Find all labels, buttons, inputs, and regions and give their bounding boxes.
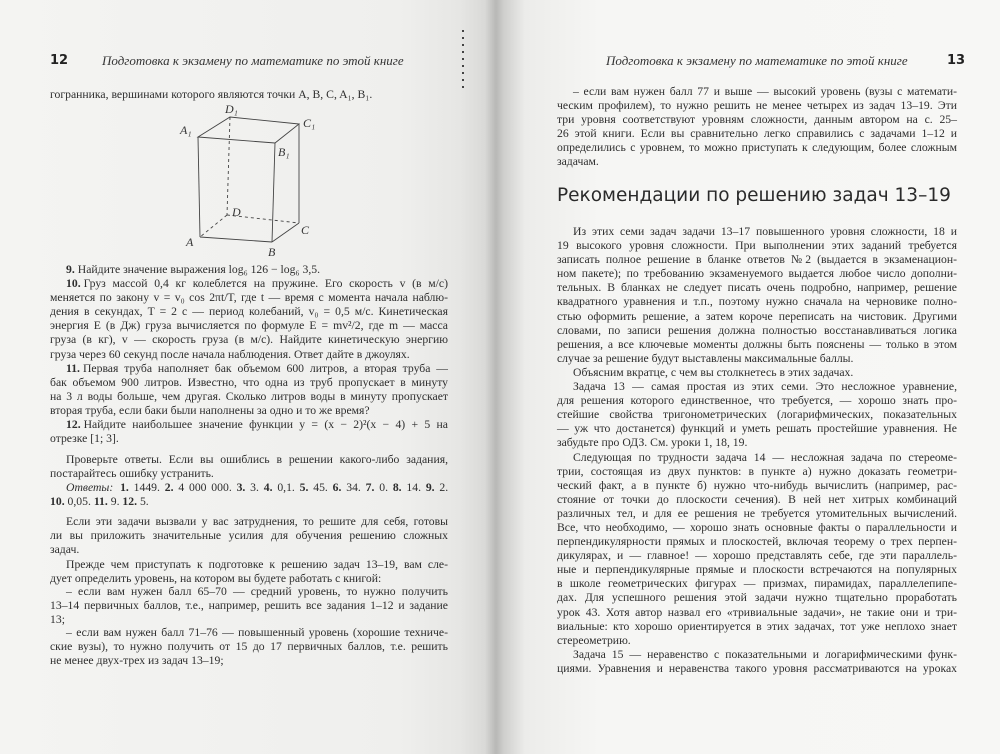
text-line: на 3 л воды больше, чем другая. Сколько литров воды в минуту пропускает	[50, 389, 448, 403]
text-line: стейшие свойства тригонометрических (логарифмических, показательных	[557, 408, 957, 422]
text-line: груза через 60 секунд после начала наблюдения. Ответ дайте в джоулях.	[50, 347, 410, 361]
text-line: забудьте про ОДЗ. См. уроки 1, 18, 19.	[557, 436, 748, 450]
right-page	[505, 0, 1000, 754]
task-text: Найдите значение выражения log₆ 126 − log₆ 3,5.	[77, 263, 321, 276]
level-65-paragraph	[50, 585, 448, 627]
text-line: не менее двух-трех из задач 13–19;	[50, 654, 224, 668]
text-line: энергия E (в Дж) груза вычисляется по формуле E = mv²/2, где m — масса	[50, 319, 448, 333]
paragraph	[557, 451, 957, 648]
paragraph	[557, 648, 957, 676]
text-line: решения, а все ключевые моменты должны быть пояснены — только в этом	[557, 337, 957, 351]
text-line: перпендикулярности прямых и плоскостей, включая теорему о трех перпен-	[557, 535, 957, 549]
text-line: 13–14 первичных баллов, т.е., например, решить все задания 1–12 и задание	[50, 599, 448, 613]
answer-value: 14.	[406, 481, 421, 494]
text-line: дует определить уровень, на котором вы будете работать с книгой:	[50, 572, 382, 586]
answer-value: 45.	[313, 481, 328, 494]
task-item	[50, 418, 448, 446]
text-line: ли вы приложить значительные усилия для обучения решению сложных	[50, 529, 448, 543]
answer-number: 2.	[164, 481, 174, 494]
left-page	[0, 0, 495, 754]
answer-number: 12.	[122, 495, 138, 509]
text-line	[50, 277, 448, 291]
text-line: Все, что необходимо, — хорошо знать основные факты о параллельности и	[557, 520, 957, 534]
text-line: гогранника, вершинами которого являются точки A, B, C, A₁, B₁.	[50, 88, 373, 101]
answer-number: 4.	[263, 481, 273, 494]
check-paragraph	[50, 453, 448, 481]
text-line: ные и перпендикулярные прямые и плоскости встречаются на популярных	[557, 563, 957, 577]
task-list	[50, 263, 448, 446]
answer-value: 0,05.	[67, 495, 91, 509]
text-line: трии, состоящая из двух пунктов: в пункте а) нужно доказать геометри-	[557, 464, 957, 478]
answer-number: 1.	[120, 481, 129, 494]
answers-line	[50, 481, 448, 495]
running-title: Подготовка к экзамену по математике по этой книге	[102, 53, 404, 68]
difficulty-paragraph	[50, 515, 448, 557]
text-line: Задача 13 — самая простая из этих семи. Это несложное уравнение,	[573, 380, 957, 394]
text-line: груза (в кг), v — скорость груза (в м/с). Найдите кинетическую энергию	[50, 333, 448, 347]
text-line: отрезке [1; 3].	[50, 432, 119, 446]
task-number: 10.	[66, 277, 81, 291]
text-line: виальные: кто хорошо ориентируется в этих задачах, тот уже неплохо знает	[557, 619, 957, 633]
vertex-label-c: C	[301, 223, 310, 237]
text-line: дах. Для успешного решения этой задачи нужно тщательно проработать	[557, 591, 957, 605]
paragraph	[557, 225, 957, 366]
answers-line	[50, 495, 448, 509]
answer-value: 0,1.	[277, 481, 295, 494]
level-77-paragraph	[557, 85, 957, 170]
task-number: 11.	[66, 361, 80, 375]
top-face	[198, 117, 299, 143]
vertex-label-d1: D₁	[225, 102, 238, 116]
running-title: Подготовка к экзамену по математике по этой книге	[606, 53, 908, 68]
text-line: записать полное решение в бланке ответов №2 (выдается в экзаменацион-	[557, 253, 957, 267]
text-line: задачам.	[557, 155, 599, 169]
answer-number: 8.	[392, 481, 402, 494]
task-item	[50, 362, 448, 418]
text-line	[50, 362, 448, 376]
vertex-label-c1: C₁	[303, 116, 316, 130]
answer-number: 9.	[425, 481, 435, 494]
task-number: 9.	[66, 263, 75, 276]
binding-marks	[462, 30, 464, 90]
text-line: Объясним вкратце, с чем вы столкнетесь в этих задачах.	[573, 365, 854, 379]
text-line: стояние от точки до плоскости сечения). В ней нет хитрых комбинаций	[557, 492, 957, 506]
parallelepiped-figure	[170, 100, 320, 260]
section-heading: Рекомендации по решению задач 13–19	[557, 185, 951, 206]
text-line: стью оформить решение, а затем короче переписать на чистовик. Другими	[557, 309, 957, 323]
text-line: бак объемом 900 литров. Известно, что одна из труб пропускает в минуту	[50, 375, 448, 389]
text-line: Если эти задачи вызвали у вас затруднения, то решите для себя, готовы	[66, 515, 448, 528]
text-line: дикулярах, и — главное! — хорошо представлять себе, где эти параллель-	[557, 549, 957, 563]
before-paragraph	[50, 558, 448, 586]
text-line: вторая труба, если баки были наполнены за одно и то же время?	[50, 403, 370, 417]
text-line: – если вам нужен балл 77 и выше — высокий уровень (вузы с математи-	[573, 85, 957, 98]
text-line: Прежде чем приступать к подготовке к решению задач 13–19, вам сле-	[66, 558, 448, 571]
answer-value: 4 000 000.	[178, 481, 232, 494]
text-line: урок 43. Хотя автор назвал его «тривиальные задачи», не такие они и три-	[557, 605, 957, 619]
task-item	[50, 263, 448, 277]
vertex-label-d: D	[232, 205, 241, 219]
text-line: для решения которого единственное, что требуется, — хорошо знать про-	[557, 394, 957, 408]
vertex-label-b1: B₁	[278, 145, 290, 159]
text-line: – если вам нужен балл 71–76 — повышенный уровень (хорошие техниче-	[66, 626, 448, 639]
text-line	[50, 418, 448, 432]
page-number: 13	[947, 53, 966, 68]
recommendations-text	[557, 225, 957, 676]
text-line: три уровня соответствуют уровням сложности, данным автором на с. 25–	[557, 113, 957, 127]
text-line: — уж что достанется) функций и уметь решать простейшие уравнения. Не	[557, 422, 957, 436]
text-line: постарайтесь ошибку устранить.	[50, 467, 214, 481]
text-line: меняется по закону v = v₀ cos 2πt/T, где t — время с момента начала наблю-	[50, 291, 448, 305]
text-line: ческий факт, а в пункте б) нужно что-нибудь вычислить (например, рас-	[557, 478, 957, 492]
text-line: случае за решение будут выставлены максимальные баллы.	[557, 351, 854, 365]
answer-number: 6.	[332, 481, 342, 494]
text-line: в школе геометрических фигурах — призмах, пирамидах, параллелепипе-	[557, 577, 957, 591]
answer-value: 2.	[439, 481, 449, 494]
answer-number: 5.	[299, 481, 309, 494]
text-line: – если вам нужен балл 65–70 — средний уровень, то нужно получить	[66, 585, 448, 598]
answer-number: 3.	[236, 481, 246, 494]
answer-number: 11.	[93, 495, 108, 509]
task-text: Найдите наибольшее значение функции y = (x − 2)²(x − 4) + 5 на	[83, 418, 448, 432]
text-line: 26 этой книги. Если вы сравнительно легко справились с задачами 1–12 и	[557, 127, 957, 141]
text-line: различных тел, и для ее решения не требуется утомительных вычислений.	[557, 506, 957, 520]
task-text: Груз массой 0,4 кг колеблется на пружине. Его скорость v (в м/с)	[83, 277, 448, 291]
text-line: 13;	[50, 613, 65, 627]
paragraph	[557, 380, 957, 450]
answer-value: 9.	[110, 495, 120, 509]
text-line: словами, по записи решения должна полностью восстанавливаться логика	[557, 323, 957, 337]
text-line: Следующая по трудности задача 14 — несложная задача по стереоме-	[573, 450, 957, 464]
text-line: дения в секундах, T = 2 с — период колебаний, v₀ = 0,5 м/с. Кинетическая	[50, 305, 448, 319]
page-number: 12	[50, 53, 69, 68]
text-line: задач.	[50, 543, 80, 557]
vertex-label-a: A	[186, 235, 194, 249]
vertex-label-b: B	[268, 245, 276, 259]
paragraph	[557, 366, 957, 380]
text-line: Из этих семи задач задачи 13–17 повышенного уровня сложности, 18 и	[573, 225, 957, 238]
answers	[50, 481, 448, 509]
vertex-label-a1: A₁	[180, 123, 192, 137]
text-line: Проверьте ответы. Если вы ошиблись в решении какого-либо задания,	[66, 453, 448, 466]
text-line: 19 высокого уровня сложности. При выполнении этих заданий требуется	[557, 239, 957, 253]
answer-value: 3.	[250, 481, 259, 494]
text-line: квадратного уравнения и т.п., поэтому нужно сначала на черновике полно-	[557, 295, 957, 309]
text-line: ческим профилем), то нужно решить не менее четырех из задач 13–19. Эти	[557, 99, 957, 113]
task-item	[50, 277, 448, 362]
text-line: ном пакете); по требованию экзаменуемого выдается любое число дополни-	[557, 267, 957, 281]
text-line: Задача 15 — неравенство с показательными и логарифмическими функ-	[573, 647, 957, 661]
text-line: ские вузы), то нужно получить от 15 до 17 первичных баллов, т.е. решить	[50, 640, 448, 654]
answers-label: Ответы:	[66, 481, 114, 494]
task-text: Первая труба наполняет бак объемом 600 литров, а вторая труба —	[82, 361, 448, 375]
level-71-paragraph	[50, 626, 448, 668]
answer-number: 7.	[365, 481, 375, 494]
task-number: 12.	[66, 418, 81, 432]
text-line: стереометрию.	[557, 633, 631, 647]
text-line: циями. Уравнения и неравенства такого уровня рассматриваются на уроках	[557, 661, 957, 675]
text-line	[50, 263, 448, 277]
text-line: определились с уровнем, то можно приступать к следующим, более сложным	[557, 141, 957, 155]
answer-value: 5.	[139, 495, 149, 509]
answer-value: 0.	[379, 481, 388, 494]
answer-number: 10.	[50, 495, 65, 509]
answer-value: 34.	[346, 481, 361, 494]
answer-value: 1449.	[133, 481, 160, 494]
text-line: тельных. В бланках не следует писать очень подробно, например, решение	[557, 281, 957, 295]
